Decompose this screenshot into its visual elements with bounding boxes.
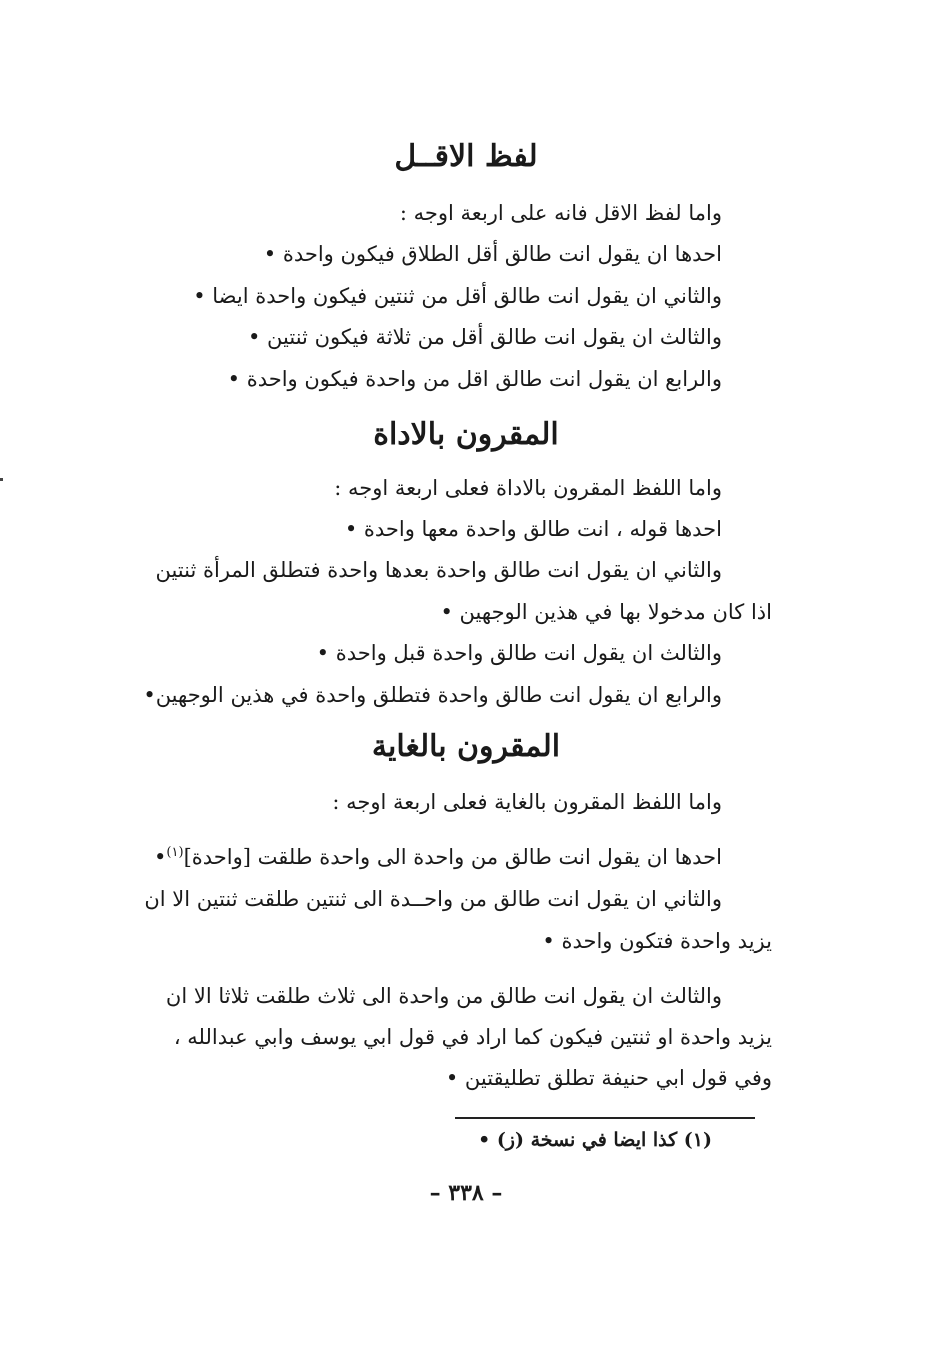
text-line: والثاني ان يقول انت طالق أقل من ثنتين فيكون واحدة ايضا •: [193, 284, 722, 308]
text-line: والثالث ان يقول انت طالق من واحدة الى ثلاث طلقت ثلاثا الا ان: [165, 984, 722, 1008]
footnote-reference: (١): [166, 845, 184, 860]
text-line: والثاني ان يقول انت طالق واحدة بعدها واحدة فتطلق المرأة ثنتين: [155, 558, 722, 582]
text-line: والثالث ان يقول انت طالق واحدة قبل واحدة •: [316, 641, 722, 665]
text-line: والثالث ان يقول انت طالق أقل من ثلاثة فيكون ثنتين •: [248, 325, 722, 349]
text-line: والرابع ان يقول انت طالق اقل من واحدة فيكون واحدة •: [227, 367, 722, 391]
text-line: اذا كان مدخولا بها في هذين الوجهين •: [440, 600, 772, 624]
section-heading-ghayah: المقرون بالغاية: [371, 729, 561, 764]
text-line: احدها قوله ، انت طالق واحدة معها واحدة •: [344, 517, 722, 541]
text-line: والرابع ان يقول انت طالق واحدة فتطلق واحدة في هذين الوجهين•: [143, 683, 722, 707]
text-line: يزيد واحدة فتكون واحدة •: [542, 929, 772, 953]
page-number: – ٣٣٨ –: [429, 1180, 503, 1206]
text-line: واما اللفظ المقرون بالغاية فعلى اربعة اوجه :: [332, 790, 722, 814]
footnote-text: (١) كذا ايضا في نسخة (ز) •: [478, 1129, 712, 1151]
section-heading-aqall: لفظ الاقــل: [394, 139, 538, 174]
text-line: وفي قول ابي حنيفة تطلق تطليقتين •: [445, 1066, 772, 1090]
footnote-divider: [455, 1117, 755, 1119]
scan-speck: [0, 478, 3, 481]
line-end-mark: •: [154, 845, 167, 869]
text-line: والثاني ان يقول انت طالق من واحــدة الى ثنتين طلقت ثنتين الا ان: [144, 887, 722, 911]
text-line: واما لفظ الاقل فانه على اربعة اوجه :: [399, 201, 722, 225]
text-line: احدها ان يقول انت طالق أقل الطلاق فيكون واحدة •: [263, 242, 722, 266]
text-line: احدها ان يقول انت طالق من واحدة الى واحدة طلقت [واحدة]: [183, 845, 722, 869]
section-heading-adah: المقرون بالاداة: [373, 417, 559, 452]
text-line-with-footnote: [154, 842, 722, 872]
text-line: واما اللفظ المقرون بالاداة فعلى اربعة اوجه :: [334, 476, 722, 500]
text-line: يزيد واحدة او ثنتين فيكون كما اراد في قول ابي يوسف وابي عبدالله ،: [173, 1025, 772, 1049]
